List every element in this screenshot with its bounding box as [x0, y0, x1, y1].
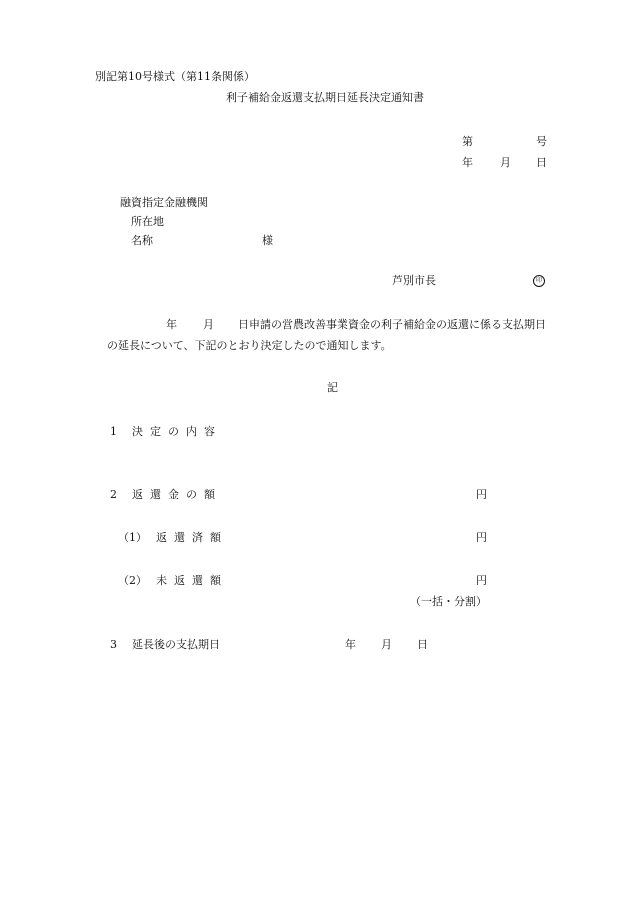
item2-2-number: （2）: [118, 574, 147, 587]
item2-unit: 円: [476, 488, 487, 501]
recipient-address-label: 所在地: [131, 215, 164, 228]
date-month: 月: [500, 156, 511, 169]
recipient-org-label: 融資指定金融機関: [120, 196, 208, 209]
item1-number: 1: [110, 425, 117, 438]
item3-number: 3: [110, 638, 117, 651]
item3-year: 年: [345, 638, 356, 651]
recipient-name-label: 名称: [131, 234, 153, 247]
item2-1-unit: 円: [476, 531, 487, 544]
item2-1-label: 返還済額: [156, 531, 228, 544]
form-reference: 別記第10号様式（第11条関係）: [95, 70, 255, 83]
body-line-1: 日申請の営農改善事業資金の利子補給金の返還に係る支払期日: [238, 318, 546, 331]
item2-2-unit: 円: [476, 574, 487, 587]
item2-1-number: （1）: [118, 531, 147, 544]
doc-number-go: 号: [536, 135, 547, 148]
item2-label: 返還金の額: [132, 488, 222, 501]
body-month: 月: [203, 318, 214, 331]
date-day: 日: [536, 156, 547, 169]
date-year: 年: [462, 156, 473, 169]
item3-day: 日: [417, 638, 428, 651]
item2-2-label: 未返還額: [156, 574, 228, 587]
doc-number-dai: 第: [462, 135, 473, 148]
body-line-2: の延長について、下記のとおり決定したので通知します。: [107, 339, 392, 352]
item1-label: 決定の内容: [132, 425, 222, 438]
ki-heading: 記: [327, 381, 338, 394]
issuer-title: 芦別市長: [392, 274, 436, 287]
item2-2-note: （一括・分割）: [410, 595, 487, 608]
body-year: 年: [166, 318, 177, 331]
item3-month: 月: [381, 638, 392, 651]
item2-number: 2: [110, 488, 117, 501]
recipient-honorific: 様: [262, 234, 273, 247]
document-title: 利子補給金返還支払期日延長決定通知書: [226, 91, 424, 104]
seal-icon: 印: [533, 275, 545, 287]
item3-label: 延長後の支払期日: [132, 638, 220, 651]
